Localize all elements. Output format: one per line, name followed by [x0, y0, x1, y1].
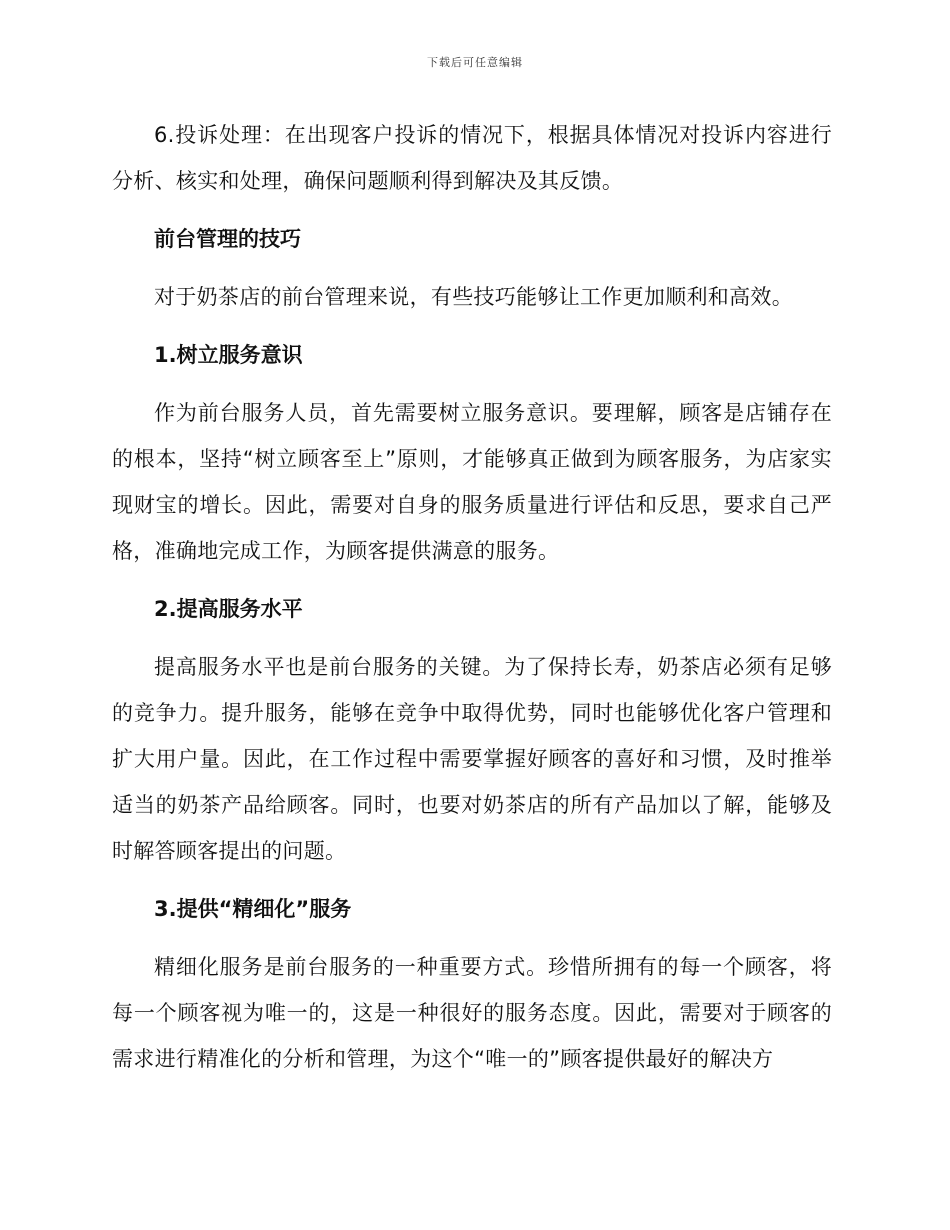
spacer [112, 874, 832, 886]
spacer [112, 262, 832, 274]
paragraph-service-level: 提高服务水平也是前台服务的关键。为了保持长寿，奶茶店必须有足够的竞争力。提升服务，能够在竞争中取得优势，同时也能够优化客户管理和扩大用户量。因此，在工作过程中需要掌握好顾客的喜好和习惯，及时推举适当的奶茶产品给顾客。同时，也要对奶茶店的所有产品加以了解，能够及时解答顾客提出的问题。 [112, 655, 832, 863]
spacer [112, 204, 832, 216]
document-body [112, 112, 832, 1082]
paragraph-tips-intro: 对于奶茶店的前台管理来说，有些技巧能够让工作更加顺利和高效。 [154, 285, 793, 309]
paragraph-complaint-handling: 6.投诉处理：在出现客户投诉的情况下，根据具体情况对投诉内容进行分析、核实和处理，确保问题顺利得到解决及其反馈。 [112, 123, 832, 193]
spacer [112, 632, 832, 644]
spacer [112, 378, 832, 390]
heading-refined-service: 3.提供“精细化”服务 [154, 897, 352, 921]
paragraph-refined-service: 精细化服务是前台服务的一种重要方式。珍惜所拥有的每一个顾客，将每一个顾客视为唯一的，这是一种很好的服务态度。因此，需要对于顾客的需求进行精准化的分析和管理，为这个“唯一的”顾客提供最好的解决方 [112, 955, 832, 1071]
heading-service-awareness: 1.树立服务意识 [154, 343, 303, 367]
heading-front-desk-tips: 前台管理的技巧 [154, 227, 301, 251]
heading-service-level: 2.提高服务水平 [154, 597, 303, 621]
header-note: 下载后可任意编辑 [427, 56, 523, 69]
paragraph-service-awareness: 作为前台服务人员，首先需要树立服务意识。要理解，顾客是店铺存在的根本，坚持“树立顾客至上”原则，才能够真正做到为顾客服务，为店家实现财宝的增长。因此，需要对自身的服务质量进行评估和反思，要求自己严格，准确地完成工作，为顾客提供满意的服务。 [112, 401, 832, 563]
spacer [112, 574, 832, 586]
spacer [112, 932, 832, 944]
spacer [112, 320, 832, 332]
